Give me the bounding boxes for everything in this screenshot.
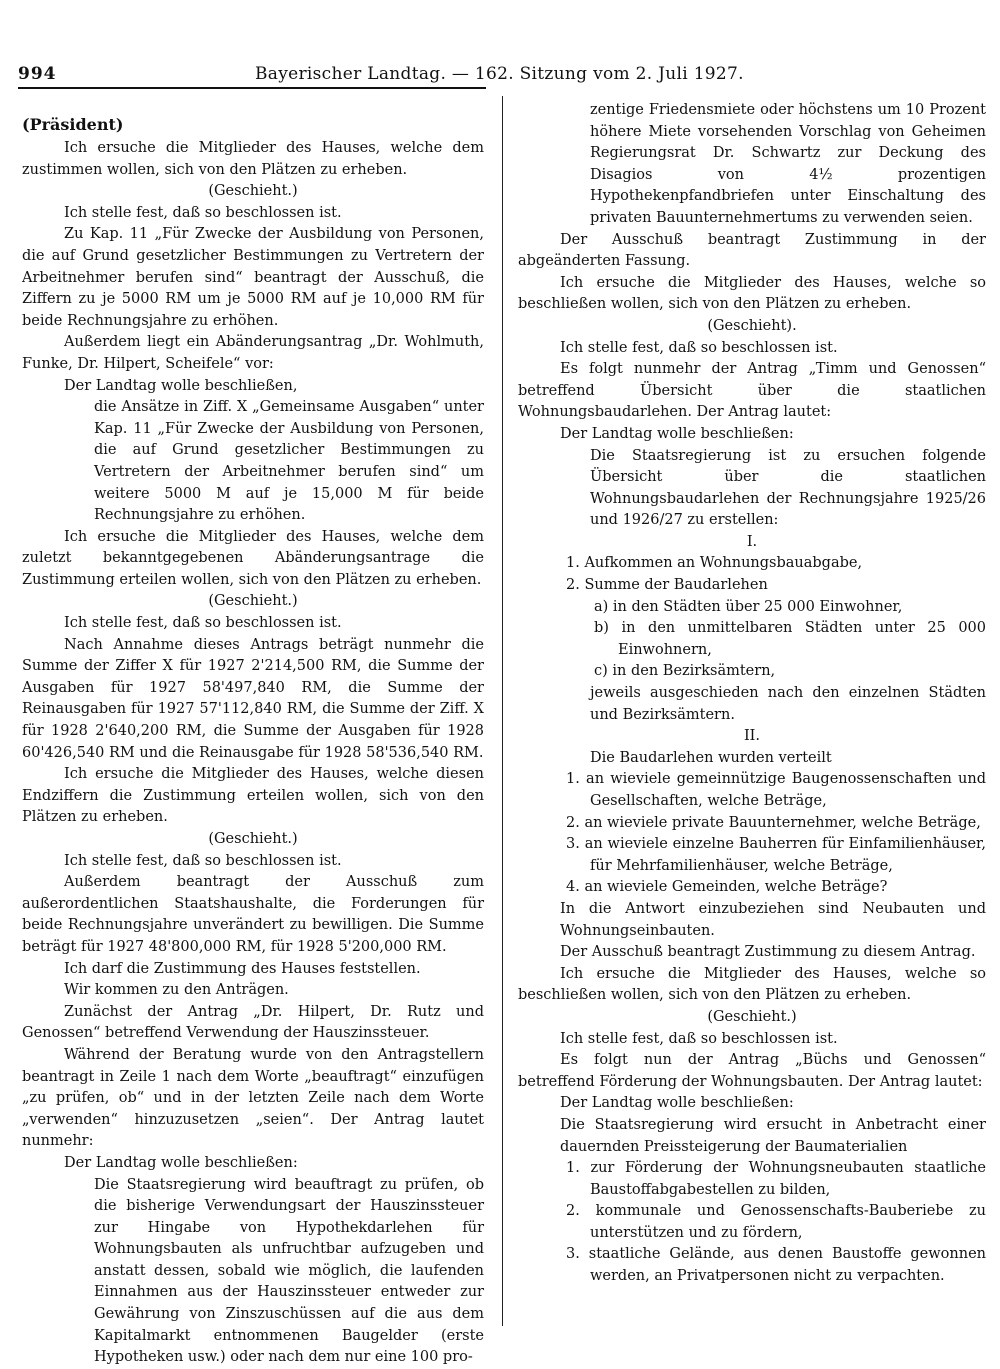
motion-text: Die Staatsregierung ist zu ersuchen folgende Übersicht über die staatlichen Wohnungsbaudarlehen der Rechnungsjahre 1925/26 und 1926/27 zu erstellen: <box>590 447 986 529</box>
stage-direction: (Geschieht.) <box>208 831 298 847</box>
stage-direction: (Geschieht.) <box>208 183 298 200</box>
paragraph: Ich stelle fest, daß so beschlossen ist. <box>64 615 342 632</box>
list-item: 1. zur Förderung der Wohnungsneubauten staatliche Baustoffabgabestellen zu bilden, <box>566 1160 986 1198</box>
stage-direction: (Geschieht). <box>707 317 797 334</box>
list-item: 2. kommunale und Genossenschafts-Bauberiebe zu unterstützen und zu fördern, <box>566 1203 986 1241</box>
paragraph: Ich stelle fest, daß so beschlossen ist. <box>64 204 342 221</box>
section-numeral: I. <box>746 533 758 550</box>
paragraph: Ich darf die Zustimmung des Hauses feststellen. <box>64 960 421 977</box>
paragraph: Ich stelle fest, daß so beschlossen ist. <box>560 339 838 356</box>
speaker-label: (Präsident) <box>22 115 124 134</box>
paragraph: In die Antwort einzubeziehen sind Neubauten und Wohnungseinbauten. <box>560 900 986 939</box>
column-divider <box>502 96 503 1326</box>
paragraph: Der Ausschuß beantragt Zustimmung zu diesem Antrag. <box>560 944 976 961</box>
page-number: 994 <box>18 64 57 84</box>
paragraph: Ich ersuche die Mitglieder des Hauses, welche dem zuletzt bekanntgegebenen Abänderungsantrage die Zustimmung erteilen wollen, sich von den Plätzen zu erheben. <box>22 528 484 588</box>
paragraph: Die Baudarlehen wurden verteilt <box>590 749 832 766</box>
paragraph: Ich stelle fest, daß so beschlossen ist. <box>64 852 342 869</box>
paragraph: Es folgt nun der Antrag „Büchs und Genossen“ betreffend Förderung der Wohnungsbauten. Der Antrag lautet: <box>518 1052 986 1090</box>
paragraph: Nach Annahme dieses Antrags beträgt nunmehr die Summe der Ziffer X für 1927 2'214,500 RM, die Summe der Ausgaben für 1927 58'497,840 RM, die Summe der Reinausgaben für 1927 57'112,840 RM, die Summe der Ziff. X für 1928 2'640,200 RM, die Summe der Ausgaben für 1928 60'426,540 RM und die Reinausgabe für 1928 58'536,540 RM. <box>22 636 484 761</box>
motion-text: Die Staatsregierung wird ersucht in Anbetracht einer dauernden Preissteigerung der Baumaterialien <box>560 1116 986 1155</box>
paragraph: Der Ausschuß beantragt Zustimmung in der abgeänderten Fassung. <box>518 231 986 270</box>
paragraph: Außerdem beantragt der Ausschuß zum außerordentlichen Staatshaushalte, die Forderungen für beide Rechnungsjahre unverändert zu bewilligen. Die Summe beträgt für 1927 48'800,000 RM, für 1928 5'200,000 RM. <box>22 874 484 955</box>
paragraph: Ich ersuche die Mitglieder des Hauses, welche dem zustimmen wollen, sich von den Plätzen zu erheben. <box>22 140 484 178</box>
paragraph: Ich stelle fest, daß so beschlossen ist. <box>560 1030 838 1047</box>
list-item: 4. an wieviele Gemeinden, welche Beträge? <box>566 879 888 896</box>
running-title: Bayerischer Landtag. — 162. Sitzung vom 2. Juli 1927. <box>255 64 744 84</box>
sub-list-item: c) in den Bezirksämtern, <box>594 663 776 680</box>
list-item: 3. staatliche Gelände, aus denen Baustoffe gewonnen werden, an Privatpersonen nicht zu verpachten. <box>566 1246 986 1285</box>
paragraph: Ich ersuche die Mitglieder des Hauses, welche diesen Endziffern die Zustimmung erteilen wollen, sich von den Plätzen zu erheben. <box>22 766 484 826</box>
section-numeral: II. <box>743 728 761 745</box>
paragraph: Ich ersuche die Mitglieder des Hauses, welche so beschließen wollen, sich von den Plätzen zu erheben. <box>518 274 986 313</box>
paragraph: Ich ersuche die Mitglieder des Hauses, welche so beschließen wollen, sich von den Plätzen zu erheben. <box>518 965 986 1004</box>
paragraph: Außerdem liegt ein Abänderungsantrag „Dr. Wohlmuth, Funke, Dr. Hilpert, Scheifele“ vor: <box>22 334 484 372</box>
sub-list-item: b) in den unmittelbaren Städten unter 25 000 Einwohnern, <box>594 620 986 658</box>
stage-direction: (Geschieht.) <box>707 1008 797 1025</box>
motion-text-continued: zentige Friedensmiete oder höchstens um 10 Prozent höhere Miete vorsehenden Vorschlag von Geheimen Regierungsrat Dr. Schwartz zur Deckung des Disagios von 4½ prozentigen Hypothekenpfandbriefen unter Einschaltung des privaten Bauunternehmertums zu verwenden seien. <box>590 102 986 226</box>
motion-text: die Ansätze in Ziff. X „Gemeinsame Ausgaben“ unter Kap. 11 „Für Zwecke der Ausbildung von Personen, die auf Grund gesetzlicher Bestimmungen zu Vertretern der Arbeitnehmer berufen sind“ um weitere 5000 M auf je 15,000 M für beide Rechnungsjahre zu erhöhen. <box>94 399 484 524</box>
motion-intro: Der Landtag wolle beschließen: <box>64 1154 298 1171</box>
list-item: 1. an wieviele gemeinnützige Baugenossenschaften und Gesellschaften, welche Beträge, <box>566 771 986 809</box>
motion-text: Die Staatsregierung wird beauftragt zu prüfen, ob die bisherige Verwendungsart der Hauszinssteuer zur Hingabe von Hypothekdarlehen für Wohnungsbauten als unfruchtbar aufzugeben und anstatt dessen, sobald wie möglich, die laufenden Einnahmen aus der Hauszinssteuer entweder zur Gewährung von Zinszuschüssen auf die aus dem Kapitalmarkt entnommenen Baugelder (erste Hypotheken usw.) oder nach dem nur eine 100 pro- <box>94 1176 484 1366</box>
left-column <box>22 112 484 1369</box>
motion-intro: Der Landtag wolle beschließen, <box>64 377 298 394</box>
list-item: 2. an wieviele private Bauunternehmer, welche Beträge, <box>566 814 981 831</box>
header-rule <box>18 87 486 89</box>
motion-intro: Der Landtag wolle beschließen: <box>560 425 794 442</box>
list-item: 1. Aufkommen an Wohnungsbauabgabe, <box>566 555 863 572</box>
right-column <box>518 100 986 1288</box>
page-header <box>18 62 744 86</box>
motion-intro: Der Landtag wolle beschließen: <box>560 1095 794 1112</box>
paragraph: Während der Beratung wurde von den Antragstellern beantragt in Zeile 1 nach dem Worte „beauftragt“ einzufügen „zu prüfen, ob“ und in der letzten Zeile nach dem Worte „verwenden“ hinzuzusetzen „seien“. Der Antrag lautet nunmehr: <box>22 1046 484 1150</box>
paragraph: Es folgt nunmehr der Antrag „Timm und Genossen“ betreffend Übersicht über die staatlichen Wohnungsbaudarlehen. Der Antrag lautet: <box>518 361 986 421</box>
stage-direction: (Geschieht.) <box>208 593 298 610</box>
paragraph: Zunächst der Antrag „Dr. Hilpert, Dr. Rutz und Genossen“ betreffend Verwendung der Hauszinssteuer. <box>22 1003 484 1042</box>
list-item: 3. an wieviele einzelne Bauherren für Einfamilienhäuser, für Mehrfamilienhäuser, welche Beträge, <box>566 836 986 874</box>
paragraph: jeweils ausgeschieden nach den einzelnen Städten und Bezirksämtern. <box>590 685 986 723</box>
list-item: 2. Summe der Baudarlehen <box>566 577 768 594</box>
sub-list-item: a) in den Städten über 25 000 Einwohner, <box>594 598 903 615</box>
paragraph: Zu Kap. 11 „Für Zwecke der Ausbildung von Personen, die auf Grund gesetzlicher Bestimmungen zu Vertretern der Arbeitnehmer berufen sind“ beantragt der Ausschuß, die Ziffern zu je 5000 RM um je 5000 RM auf je 10,000 RM für beide Rechnungsjahre zu erhöhen. <box>22 226 484 329</box>
paragraph: Wir kommen zu den Anträgen. <box>64 982 289 999</box>
